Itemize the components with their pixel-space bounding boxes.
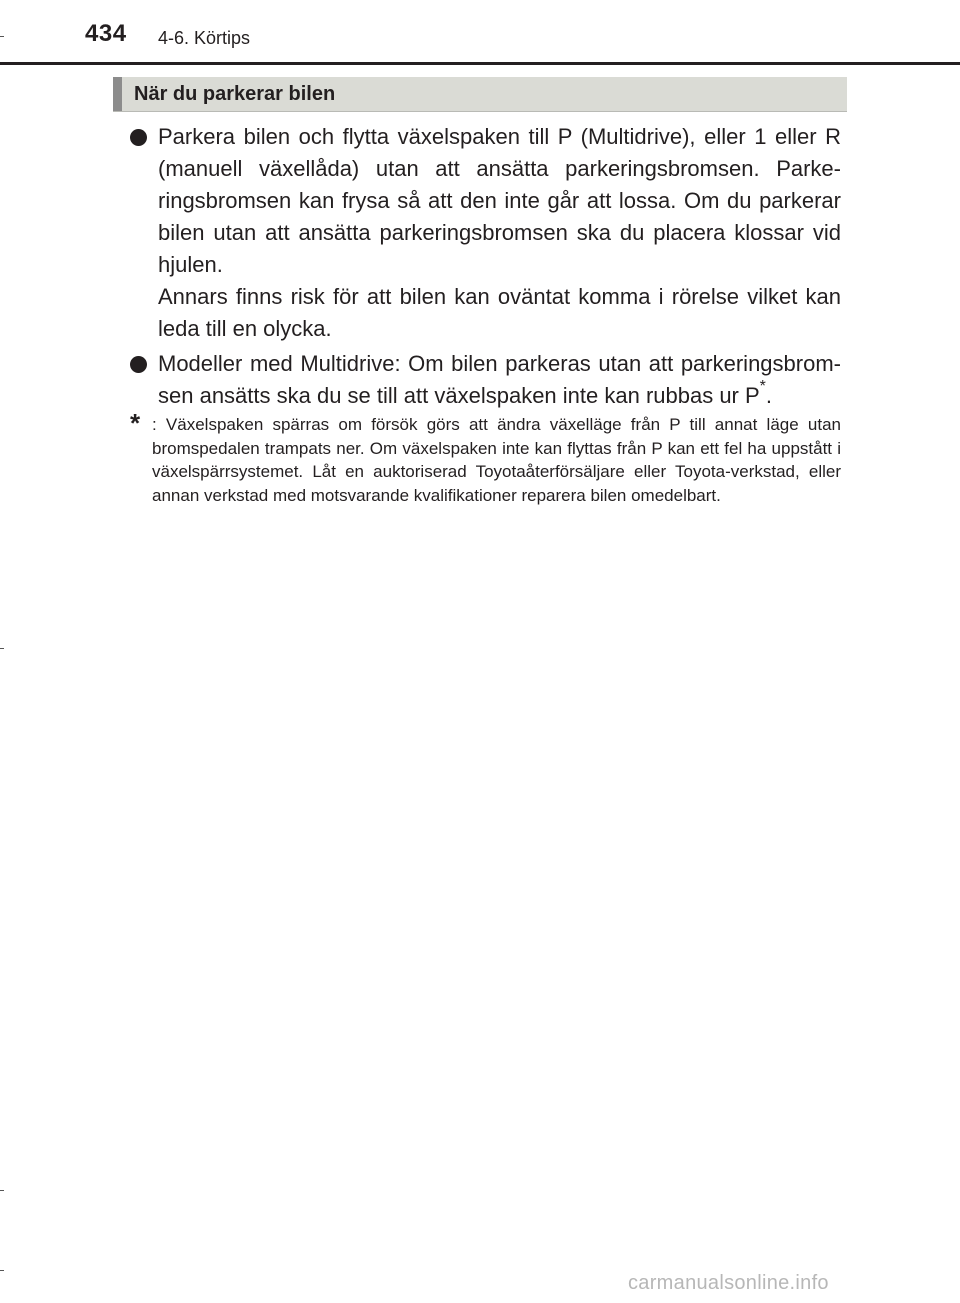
footnote bbox=[130, 408, 841, 507]
crop-mark-lower bbox=[0, 1190, 4, 1191]
bullet-text: Modeller med Multidrive: Om bilen parkeras utan att parkeringsbromsen ansätts ska du se till att växelspaken inte kan rubbas ur P bbox=[158, 351, 841, 408]
section-label: 4-6. Körtips bbox=[158, 28, 251, 48]
crop-mark-bottom bbox=[0, 1270, 4, 1271]
bullet-item bbox=[130, 121, 841, 345]
bullet-item bbox=[130, 348, 841, 412]
bullet-paragraph: Parkera bilen och flytta växelspaken till P (Multidrive), eller 1 eller R (manuell växellåda) utan att ansätta parkeringsbromsen. Parkeringsbromsen kan frysa så att den inte går att lossa. Om du parkerar bilen utan att ansätta parkeringsbromsen ska du placera klossar vid hjulen. bbox=[158, 124, 841, 277]
bullet-paragraph bbox=[158, 348, 841, 412]
footnote-marker: * bbox=[130, 408, 141, 438]
bullet-paragraph: Annars finns risk för att bilen kan oväntat komma i rörelse vilket kan leda till en olycka. bbox=[158, 284, 841, 341]
banner-accent-bar bbox=[113, 77, 122, 111]
section-banner bbox=[113, 77, 847, 112]
bullet-dot-icon bbox=[130, 129, 147, 146]
bullet-dot-icon bbox=[130, 356, 147, 373]
page-number: 434 bbox=[85, 20, 127, 47]
bullet-end: . bbox=[765, 383, 773, 408]
main-content bbox=[130, 121, 841, 415]
header-rule bbox=[0, 62, 960, 65]
crop-mark-middle bbox=[0, 648, 4, 649]
crop-mark-top bbox=[0, 36, 4, 37]
footnote-reference: * bbox=[759, 377, 766, 395]
banner-title: När du parkerar bilen bbox=[134, 83, 336, 105]
watermark: carmanualsonline.info bbox=[628, 1272, 829, 1294]
footnote-text: : Växelspaken spärras om försök görs att ändra växelläge från P till annat läge utan bromspedalen trampats ner. Om växelspaken inte kan flyttas från P kan ett fel ha uppstått i växelspärrsystemet. Låt en auktoriserad Toyotaåterförsäljare eller Toyota-verkstad, eller annan verkstad med motsvarande kvalifikationer reparera bilen omedelbart. bbox=[152, 415, 841, 505]
